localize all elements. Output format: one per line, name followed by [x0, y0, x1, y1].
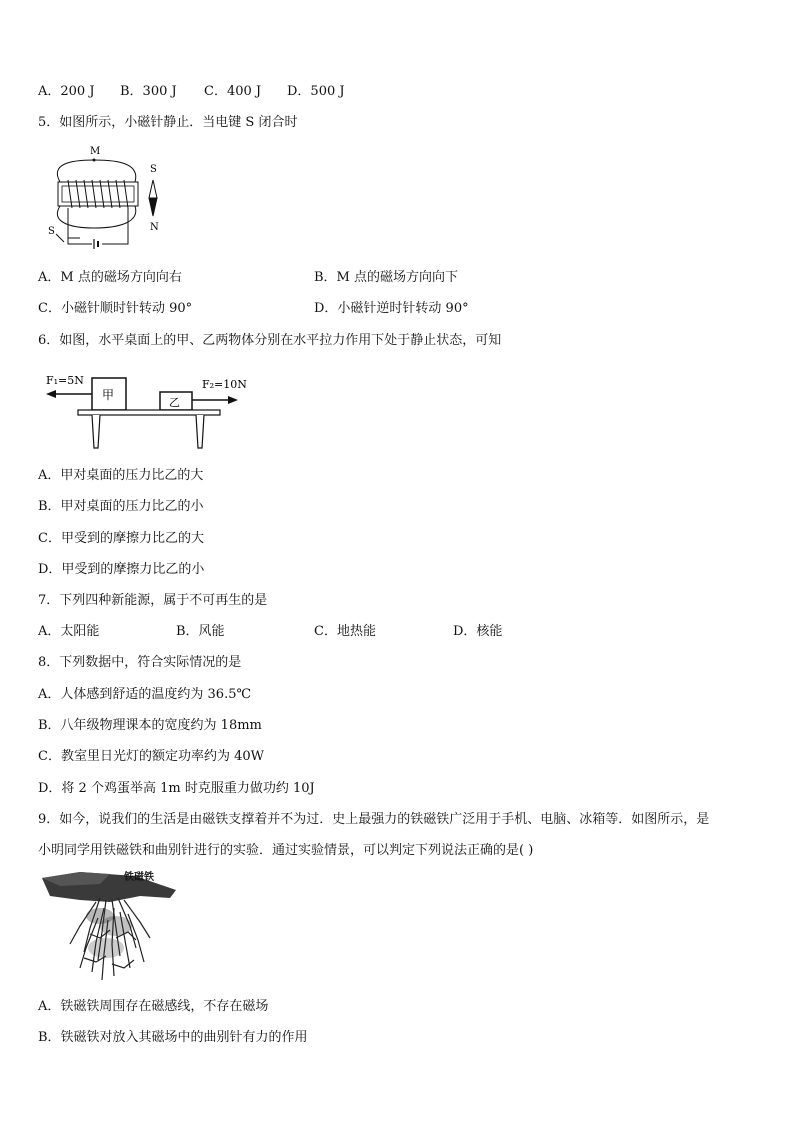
q5-option-a: A．M 点的磁场方向向右 — [38, 270, 182, 285]
q6-option-c: C．甲受到的摩擦力比乙的大 — [38, 531, 204, 546]
q6-option-b: B．甲对桌面的压力比乙的小 — [38, 499, 204, 514]
magnet-label: 铁磁铁 — [124, 872, 154, 883]
q8-option-d: D．将 2 个鸡蛋举高 1m 时克服重力做功约 10J — [38, 781, 315, 796]
q6-stem: 6．如图，水平桌面上的甲、乙两物体分别在水平拉力作用下处于静止状态，可知 — [38, 333, 502, 348]
q5-option-c: C．小磁针顺时针转动 90° — [38, 301, 193, 316]
q8-option-a: A．人体感到舒适的温度约为 36.5℃ — [38, 687, 252, 702]
q4-option-a: A．200 J — [38, 84, 95, 99]
q8-stem: 8．下列数据中，符合实际情况的是 — [38, 655, 242, 670]
block-yi-label: 乙 — [169, 396, 180, 409]
q7-option-b: B．风能 — [176, 624, 225, 639]
q9-stem-line1: 9．如今，说我们的生活是由磁铁支撑着并不为过．史上最强力的铁磁铁广泛用于手机、电脑、冰箱等．如图所示，是 — [38, 812, 710, 827]
block-jia-label: 甲 — [102, 388, 115, 402]
q6-option-a: A．甲对桌面的压力比乙的大 — [38, 468, 204, 483]
q4-option-b: B．300 J — [120, 84, 177, 99]
q9-figure-magnet-paperclips — [40, 868, 180, 986]
q7-stem: 7．下列四种新能源，属于不可再生的是 — [38, 593, 268, 608]
q5-figure-solenoid-circuit — [40, 142, 180, 254]
q7-option-c: C．地热能 — [314, 624, 376, 639]
m-point-label: M — [90, 146, 101, 157]
q5-option-d: D．小磁针逆时针转动 90° — [314, 301, 469, 316]
f1-label: F₁=5N — [46, 374, 84, 387]
q7-option-d: D．核能 — [453, 624, 503, 639]
needle-s-label: S — [150, 164, 157, 175]
q5-option-b: B．M 点的磁场方向向下 — [314, 270, 458, 285]
q4-option-c: C．400 J — [204, 84, 262, 99]
q6-option-d: D．甲受到的摩擦力比乙的小 — [38, 562, 205, 577]
needle-n-label: N — [150, 222, 159, 233]
switch-s-label: S — [48, 226, 55, 237]
q7-option-a: A．太阳能 — [38, 624, 100, 639]
q9-stem-line2: 小明同学用铁磁铁和曲别针进行的实验．通过实验情景，可以判定下列说法正确的是( ) — [38, 843, 534, 858]
q9-option-b: B．铁磁铁对放入其磁场中的曲别针有力的作用 — [38, 1030, 308, 1045]
q5-stem: 5．如图所示，小磁针静止．当电键 S 闭合时 — [38, 115, 298, 130]
q4-option-d: D．500 J — [287, 84, 345, 99]
q8-option-c: C．教室里日光灯的额定功率约为 40W — [38, 749, 264, 764]
q8-option-b: B．八年级物理课本的宽度约为 18mm — [38, 718, 262, 733]
f2-label: F₂=10N — [202, 378, 247, 391]
q6-figure-table-blocks — [44, 366, 254, 454]
q9-option-a: A．铁磁铁周围存在磁感线，不存在磁场 — [38, 999, 269, 1014]
